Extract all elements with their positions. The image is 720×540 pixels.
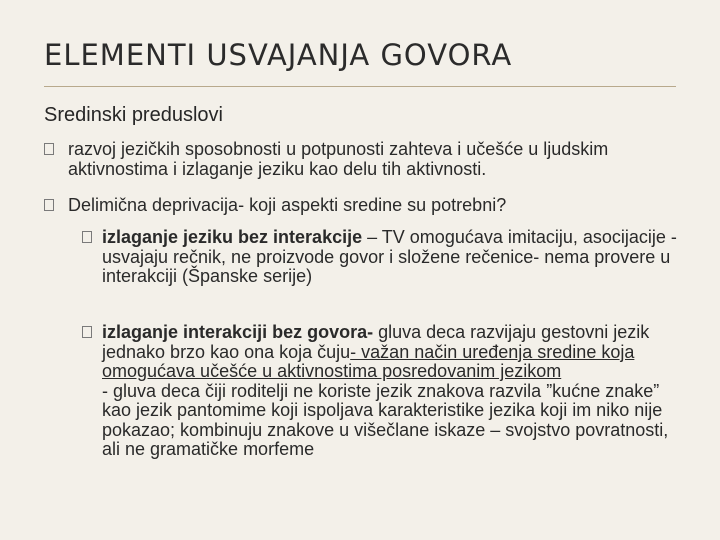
slide-title: ELEMENTI USVAJANJA GOVORA xyxy=(44,38,513,72)
sub-bullet-text-continued: - gluva deca čiji roditelji ne koriste jezik znakova razvila ”kućne znake” kao jezik pantomime koji ispoljava karakteristike jezika koji im niko nije pokazao; kombinuju znakove u višečlane iskaze – svojstvo povratnosti, ali ne gramatičke morfeme xyxy=(102,380,669,459)
bullet-square-icon xyxy=(44,143,54,155)
sub-bullet-text: – TV omogućava imitaciju, asocijacije - usvajaju rečnik, ne proizvode govor i složene rečenice- nema provere u interakciji (Španske serije) xyxy=(102,227,677,286)
bullet-item xyxy=(68,140,688,179)
title-divider xyxy=(44,86,676,87)
bullet-square-icon xyxy=(44,199,54,211)
sub-bullet-text: gluva deca razvijaju gestovni jezik jednako brzo kao ona koja čuju xyxy=(102,322,650,362)
sub-bullet-heading: izlaganje jeziku bez interakcije xyxy=(102,227,363,247)
sub-bullet-item xyxy=(102,228,680,287)
sub-bullet-heading: izlaganje interakciji bez govora- xyxy=(102,322,374,342)
bullet-text: Delimična deprivacija- koji aspekti sredine su potrebni? xyxy=(68,195,507,215)
sub-bullet-underlined-text: - važan način uređenja sredine koja omogućava učešće u aktivnostima posredovanim jezikom xyxy=(102,341,635,381)
bullet-item xyxy=(68,196,688,216)
slide-subtitle: Sredinski preduslovi xyxy=(44,104,223,126)
bullet-square-icon xyxy=(82,231,92,243)
bullet-text: razvoj jezičkih sposobnosti u potpunosti zahteva i učešće u ljudskim aktivnostima i izlaganje jeziku kao delu tih aktivnosti. xyxy=(68,139,609,179)
bullet-square-icon xyxy=(82,326,92,338)
sub-bullet-item xyxy=(102,323,680,460)
